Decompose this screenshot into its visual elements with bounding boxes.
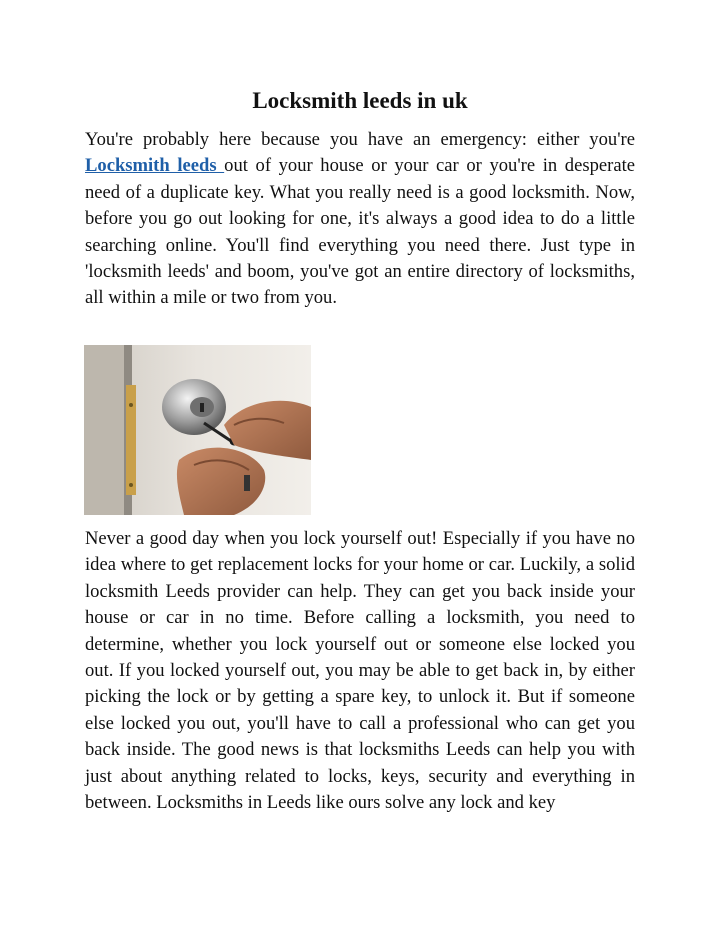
intro-text-before-link: You're probably here because you have an emergency: either you're: [85, 129, 635, 150]
locksmith-leeds-link[interactable]: Locksmith leeds: [85, 155, 225, 177]
intro-text-after-link: out of your house or your car or you're in desperate need of a duplicate key. What you really need is a good locksmith. Now, before you go out looking for one, it's always a good idea to do a little searching online. You'll find everything you need there. Just type in 'locksmith leeds' and boom, you've got an entire directory of locksmiths, all within a mile or two from you.: [85, 155, 635, 309]
page-title: Locksmith leeds in uk: [252, 88, 468, 113]
body-paragraph: Never a good day when you lock yourself out! Especially if you have no idea where to get replacement locks for your home or car. Luckily, a solid locksmith Leeds provider can help. They can get you back inside your house or car in no time. Before calling a locksmith, you need to determine, whether you lock yourself out or someone else locked you out. If you locked yourself out, you may be able to get back in, by either picking the lock or by getting a spare key, to unlock it. But if someone else locked you out, you'll have to call a professional who can get you back inside. The good news is that locksmiths Leeds can help you with just about anything related to locks, keys, security and everything in between. Locksmiths in Leeds like ours solve any lock and key: [85, 528, 635, 814]
intro-paragraph: [85, 127, 635, 312]
locksmith-photo: [84, 345, 311, 515]
